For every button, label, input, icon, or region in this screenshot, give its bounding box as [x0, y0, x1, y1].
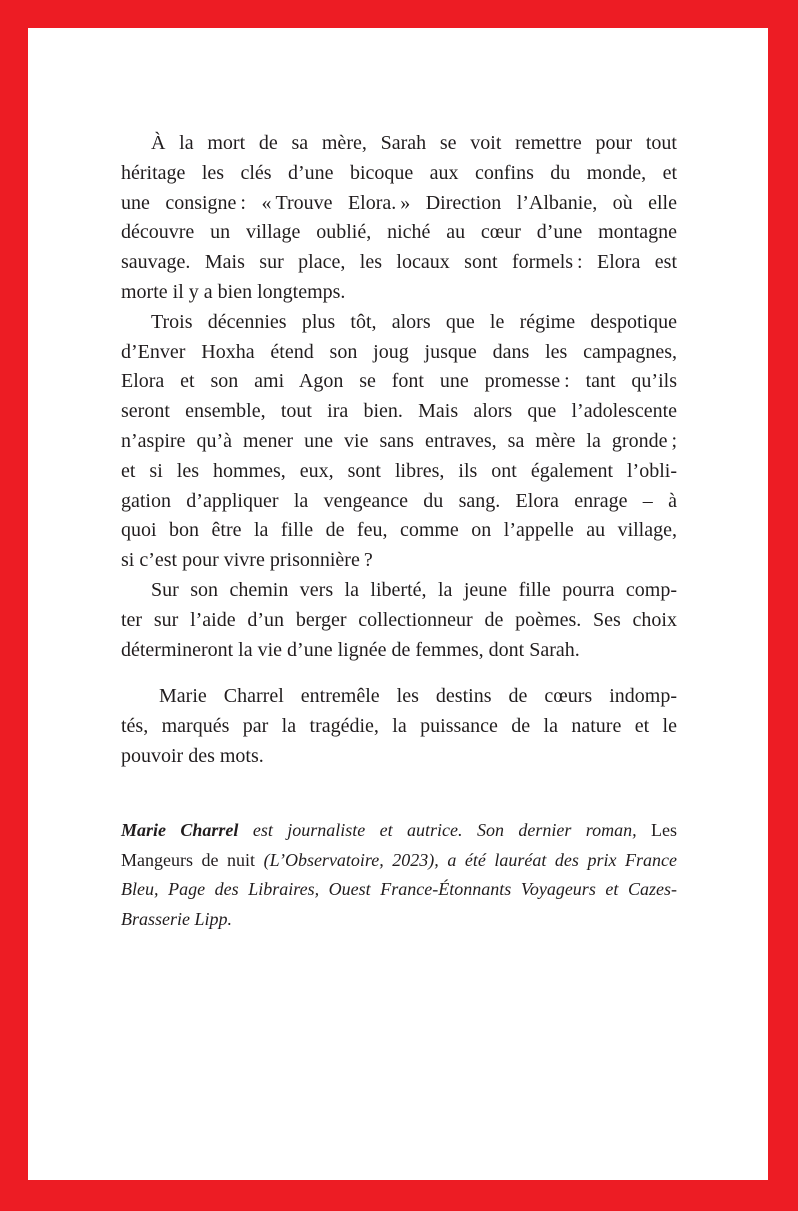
text-line: détermineront la vie d’une lignée de femmes, dont Sarah.	[121, 638, 580, 661]
author-bio	[121, 816, 677, 935]
bio-segment: Mangeurs de nuit	[121, 849, 264, 870]
text-line: héritage les clés d’une bicoque aux confins du monde, et	[121, 161, 677, 184]
bio-line	[121, 816, 677, 846]
bio-line	[121, 875, 677, 905]
text-line: À la mort de sa mère, Sarah se voit remettre pour tout	[151, 132, 677, 154]
synopsis	[121, 129, 677, 772]
synopsis-paragraph-3	[121, 576, 677, 665]
text-line: ter sur l’aide d’un berger collectionneur de poèmes. Ses choix	[121, 608, 677, 631]
bio-segment: Les	[651, 819, 677, 840]
text-line: d’Enver Hoxha étend son joug jusque dans les campagnes,	[121, 340, 677, 363]
text-line: quoi bon être la fille de feu, comme on l’appelle au village,	[121, 519, 677, 542]
bio-segment: Bleu, Page des Libraires, Ouest France-Étonnants Voyageurs et Cazes-	[121, 879, 677, 900]
text-line: n’aspire qu’à mener une vie sans entraves, sa mère la gronde ;	[121, 429, 677, 452]
text-line: seront ensemble, tout ira bien. Mais alors que l’adolescente	[121, 400, 677, 423]
text-line: Marie Charrel entremêle les destins de cœurs indomp-	[159, 685, 677, 708]
text-line: tés, marqués par la tragédie, la puissance de la nature et le	[121, 715, 677, 738]
text-line: découvre un village oublié, niché au cœur d’une montagne	[121, 221, 677, 244]
synopsis-paragraph-1	[121, 129, 677, 308]
back-cover-text-block	[121, 129, 677, 935]
text-line: gation d’appliquer la vengeance du sang. Elora enrage – à	[121, 489, 677, 512]
text-line: sauvage. Mais sur place, les locaux sont formels : Elora est	[121, 251, 677, 274]
text-line: si c’est pour vivre prisonnière ?	[121, 549, 373, 572]
bio-segment: Marie Charrel	[121, 819, 239, 840]
text-line: pouvoir des mots.	[121, 744, 264, 767]
text-line: morte il y a bien longtemps.	[121, 280, 346, 303]
text-line: Elora et son ami Agon se font une promesse : tant qu’ils	[121, 370, 677, 393]
bio-segment: (L’Observatoire, 2023), a été lauréat des prix France	[263, 849, 677, 870]
text-line: Sur son chemin vers la liberté, la jeune fille pourra comp-	[151, 578, 677, 601]
text-line: une consigne : « Trouve Elora. » Direction l’Albanie, où elle	[121, 191, 677, 214]
bio-line	[121, 905, 677, 935]
bio-segment: Brasserie Lipp.	[121, 909, 233, 930]
synopsis-paragraph-4	[121, 682, 677, 771]
synopsis-paragraph-2	[121, 308, 677, 576]
back-cover-page	[28, 28, 768, 1180]
text-line: Trois décennies plus tôt, alors que le régime despotique	[151, 310, 677, 333]
text-line: et si les hommes, eux, sont libres, ils ont également l’obli-	[121, 459, 677, 482]
bio-line	[121, 846, 677, 876]
bio-segment: est journaliste et autrice. Son dernier roman,	[238, 819, 651, 840]
